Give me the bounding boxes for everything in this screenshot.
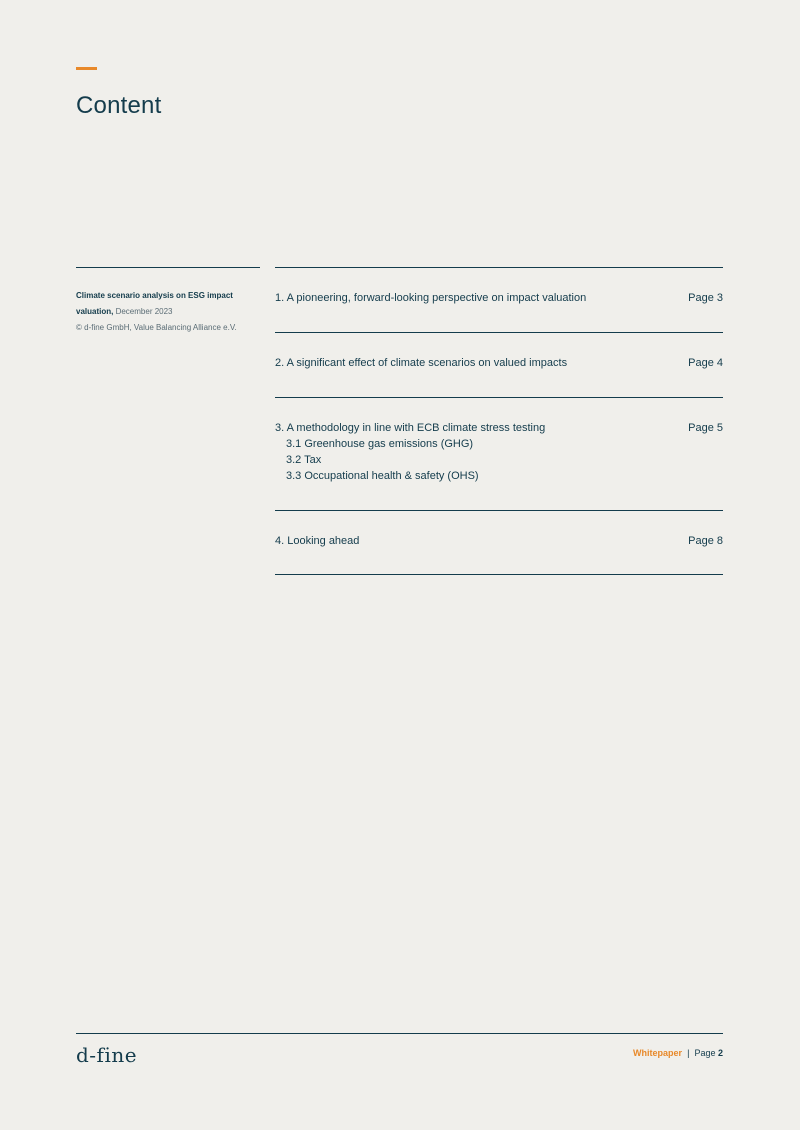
- document-date: December 2023: [115, 307, 173, 316]
- toc-entry-2[interactable]: [275, 332, 723, 397]
- toc-entry-page[interactable]: Page 4: [688, 357, 723, 369]
- footer-page-info: [633, 1048, 723, 1058]
- toc-entry-title[interactable]: 2. A significant effect of climate scenarios on valued impacts: [275, 357, 568, 369]
- page-label: Page: [694, 1048, 716, 1058]
- d-fine-logo: d-fine: [76, 1043, 138, 1067]
- document-meta: [76, 288, 260, 336]
- copyright-note: © d-fine GmbH, Value Balancing Alliance e.V.: [76, 323, 237, 332]
- footer-separator: |: [687, 1048, 690, 1058]
- toc-entry-title[interactable]: 4. Looking ahead: [275, 535, 360, 547]
- toc-subentry[interactable]: 3.3 Occupational health & safety (OHS): [286, 470, 479, 482]
- document-title: Climate scenario analysis on ESG impact valuation,: [76, 291, 233, 316]
- toc-entry-page[interactable]: Page 8: [688, 535, 723, 547]
- toc-entry-1[interactable]: [275, 267, 723, 332]
- toc-entry-page[interactable]: Page 3: [688, 292, 723, 304]
- toc-entry-page[interactable]: Page 5: [688, 422, 723, 434]
- page-title: Content: [76, 92, 162, 120]
- page-number: 2: [717, 1048, 723, 1058]
- document-type: Whitepaper: [633, 1048, 683, 1058]
- footer-divider: [76, 1033, 723, 1034]
- toc-entry-3[interactable]: [275, 397, 723, 510]
- toc-subentry[interactable]: 3.2 Tax: [286, 454, 322, 466]
- table-of-contents: [275, 267, 723, 575]
- toc-entry-4[interactable]: [275, 510, 723, 575]
- sidebar-divider: [76, 267, 260, 268]
- toc-entry-title[interactable]: 3. A methodology in line with ECB climate stress testing: [275, 422, 546, 434]
- toc-subentry[interactable]: 3.1 Greenhouse gas emissions (GHG): [286, 438, 474, 450]
- title-accent-bar: [76, 67, 97, 70]
- toc-entry-title[interactable]: 1. A pioneering, forward-looking perspective on impact valuation: [275, 292, 587, 304]
